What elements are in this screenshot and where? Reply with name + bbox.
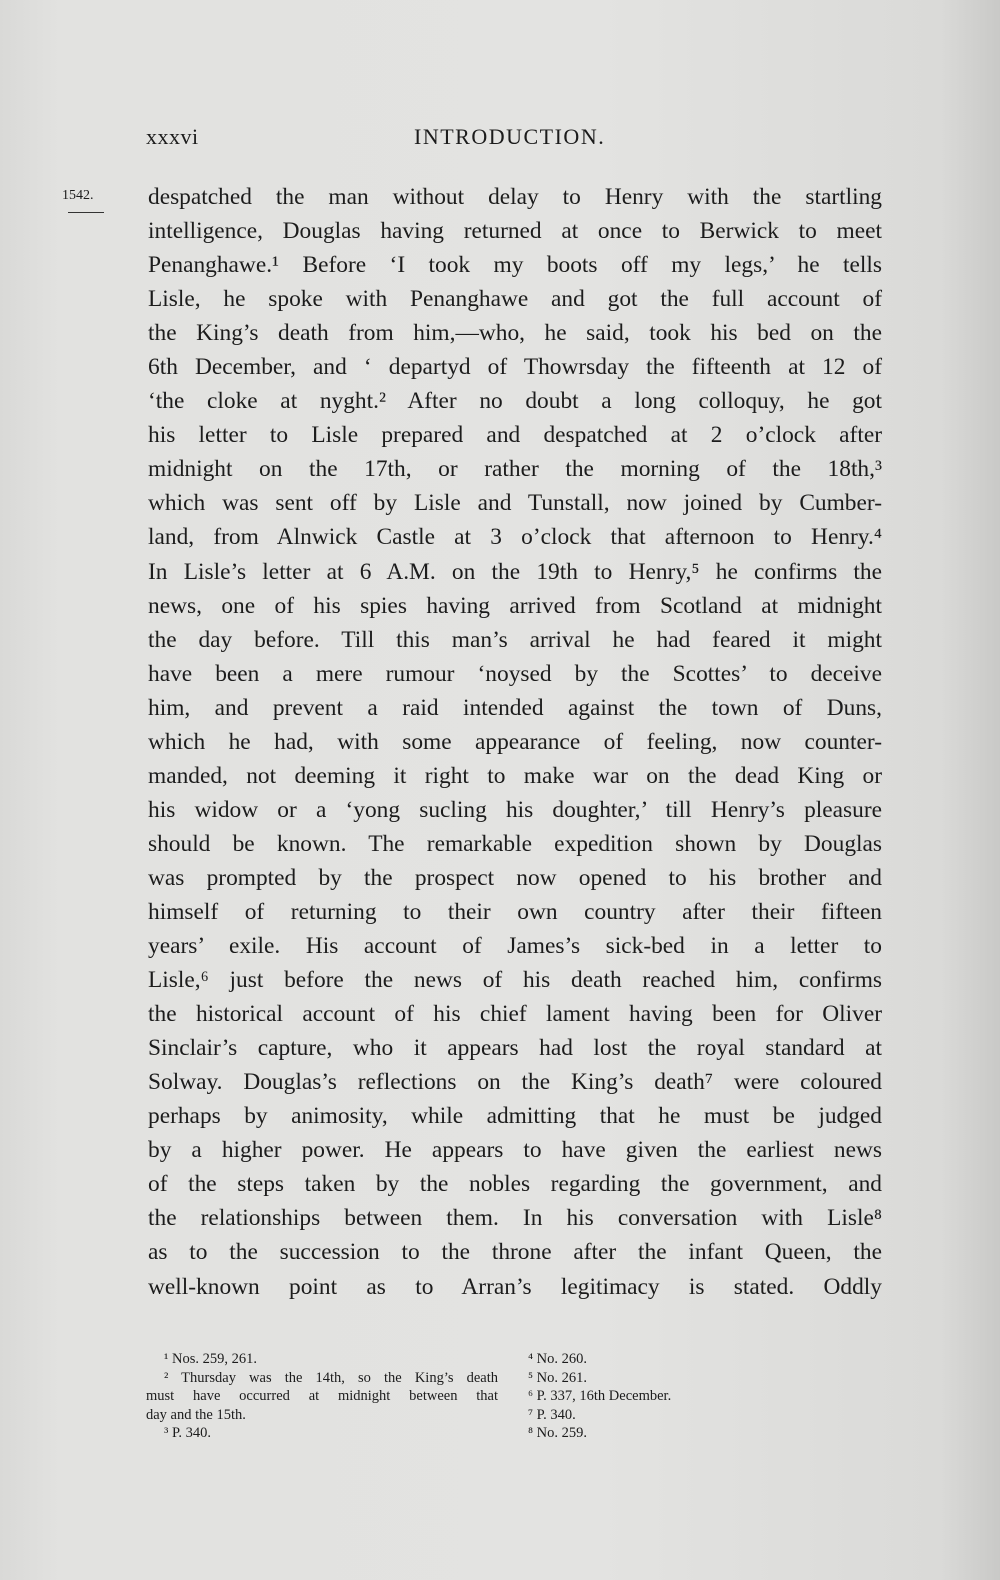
margin-rule [68,212,104,213]
page-number: xxxvi [146,124,199,149]
text-line: himself of returning to their own country after their fifteen [148,898,882,925]
footnote: ⁷ P. 340. [528,1406,576,1423]
text-line: his letter to Lisle prepared and despatched at 2 o’clock after [148,422,882,449]
text-line: Sinclair’s capture, who it appears had lost the royal standard at [148,1035,882,1062]
text-line: of the steps taken by the nobles regarding the government, and [148,1171,882,1198]
text-line: intelligence, Douglas having returned at once to Berwick to meet [148,218,882,245]
text-line: should be known. The remarkable expedition shown by Douglas [148,830,882,857]
footnote-continuation: day and the 15th. [146,1406,246,1423]
text-line: perhaps by animosity, while admitting that he must be judged [148,1103,882,1130]
margin-year: 1542. [62,188,94,203]
text-line: his widow or a ‘yong sucling his doughter,’ till Henry’s pleasure [148,796,882,823]
text-line: which was sent off by Lisle and Tunstall, now joined by Cumber- [148,490,882,517]
page-header [146,124,886,158]
text-line: ‘the cloke at nyght.² After no doubt a long colloquy, he got [148,388,882,415]
text-line: by a higher power. He appears to have given the earliest news [148,1137,882,1164]
text-line: years’ exile. His account of James’s sick-bed in a letter to [148,933,882,960]
text-line: 6th December, and ‘ departyd of Thowrsday the fifteenth at 12 of [148,354,882,381]
text-line: well-known point as to Arran’s legitimacy is stated. Oddly [148,1273,882,1300]
footnotes-left-column [146,1350,504,1443]
text-line: despatched the man without delay to Henry with the startling [148,184,882,210]
footnote-continuation: must have occurred at midnight between that [146,1388,498,1404]
text-line: news, one of his spies having arrived from Scotland at midnight [148,592,882,619]
text-line: as to the succession to the throne after the infant Queen, the [148,1239,882,1266]
footnotes-right-column [528,1350,886,1443]
footnote: ³ P. 340. [164,1425,212,1441]
text-line: the King’s death from him,—who, he said, took his bed on the [148,320,882,347]
body-text [148,180,882,1304]
footnote: ⁶ P. 337, 16th December. [528,1388,672,1404]
text-line: have been a mere rumour ‘noysed by the Scottes’ to deceive [148,660,882,687]
running-head: INTRODUCTION. [414,124,606,149]
text-line: him, and prevent a raid intended against the town of Duns, [148,694,882,721]
text-line: the relationships between them. In his conversation with Lisle⁸ [148,1205,882,1232]
text-line: which he had, with some appearance of feeling, now counter- [148,728,882,755]
footnote: ² Thursday was the 14th, so the King’s death [164,1369,498,1386]
footnote: ⁴ No. 260. [528,1351,588,1367]
footnote: ¹ Nos. 259, 261. [164,1351,257,1367]
text-line: midnight on the 17th, or rather the morning of the 18th,³ [148,456,882,483]
text-line: In Lisle’s letter at 6 A.M. on the 19th to Henry,⁵ he confirms the [148,558,882,585]
footnote: ⁸ No. 259. [528,1425,588,1441]
text-line: the day before. Till this man’s arrival he had feared it might [148,626,882,653]
text-line: was prompted by the prospect now opened to his brother and [148,864,882,891]
text-line: manded, not deeming it right to make war on the dead King or [148,762,882,789]
text-line: Penanghawe.¹ Before ‘I took my boots off my legs,’ he tells [148,252,882,279]
text-line: Solway. Douglas’s reflections on the King’s death⁷ were coloured [148,1069,882,1096]
footnote: ⁵ No. 261. [528,1369,588,1386]
text-line: Lisle, he spoke with Penanghawe and got the full account of [148,286,882,313]
text-line: Lisle,⁶ just before the news of his death reached him, confirms [148,967,882,994]
text-line: land, from Alnwick Castle at 3 o’clock that afternoon to Henry.⁴ [148,524,882,551]
text-line: the historical account of his chief lament having been for Oliver [148,1001,882,1028]
